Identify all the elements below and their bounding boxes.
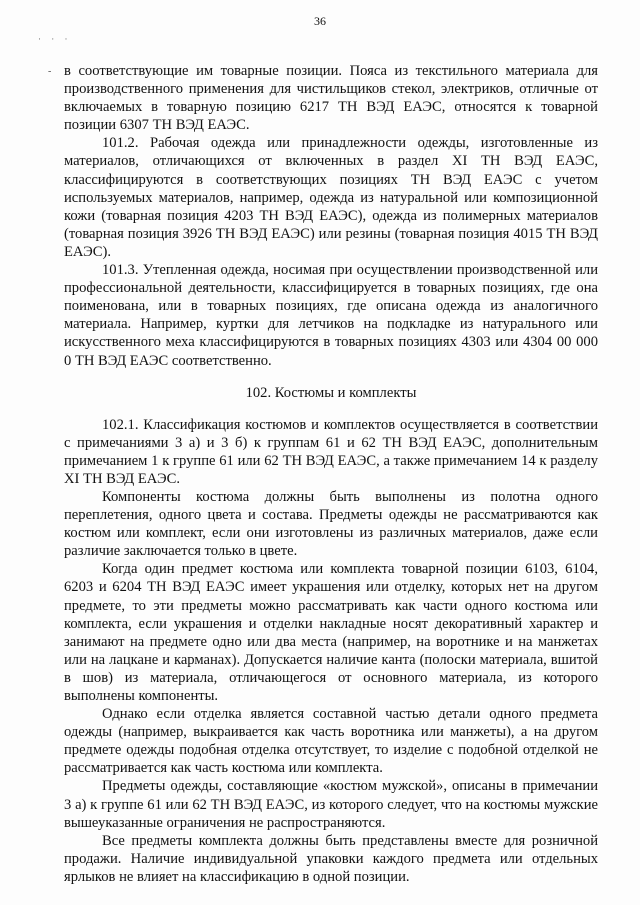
page-number: 36 (314, 14, 326, 28)
paragraph-decorations: Когда один предмет костюма или комплекта товарной позиции 6103, 6104, 6203 и 6204 ТН ВЭД ЕАЭС имеет украшения или отделку, которых нет на другом предмете, то эти предметы можно рассматривать как части одного костюма или комплекта, если украшения и отделки накладные носят декоративный характер и занимают на предмете одно или два места (например, на воротнике и на манжетах или на лацкане и карманах). Допускается наличие канта (полоски материала, вшитой в шов) из материала, отличающегося от основного материала, из которого выполнены компоненты. (64, 561, 598, 704)
paragraph-retail-sale: Все предметы комплекта должны быть представлены вместе для розничной продажи. Наличие индивидуальной упаковки каждого предмета или отдельных ярлыков не влияет на классификацию в одной позиции. (64, 832, 598, 885)
section-heading: 102. Костюмы и комплекты (245, 384, 417, 401)
paragraph-101-3: 101.3. Утепленная одежда, носимая при осуществлении производственной или профессиональной деятельности, классифицируется в товарных позициях, где она поименована, или в товарных позициях, где описана одежда из аналогичного материала. Например, куртки для летчиков на подкладке из натурального или искусственного меха классифицируются в товарных позициях 4303 или 4304 00 000 0 ТН ВЭД ЕАЭС соответственно. (64, 262, 598, 369)
paragraph-101-2: 101.2. Рабочая одежда или принадлежности одежды, изготовленные из материалов, отличающихся от включенных в раздел XI ТН ВЭД ЕАЭС, классифицируются в соответствующих позициях ТН ВЭД ЕАЭС с учетом используемых материалов, например, одежда из натуральной или композиционной кожи (товарная позиция 4203 ТН ВЭД ЕАЭС), одежда из полимерных материалов (товарная позиция 3926 ТН ВЭД ЕАЭС) или резины (товарная позиция 4015 ТН ВЭД ЕАЭС). (64, 135, 598, 260)
paragraph-components: Компоненты костюма должны быть выполнены из полотна одного переплетения, одного цвета и состава. Предметы одежды не рассматриваются как костюм или комплект, если они изготовлены из различных материалов, даже если различие заключается только в цвете. (64, 488, 598, 560)
margin-mark: - (48, 66, 52, 77)
paragraph-102-1: 102.1. Классификация костюмов и комплектов осуществляется в соответствии с примечаниями 3 а) и 3 б) к группам 61 и 62 ТН ВЭД ЕАЭС, дополнительным примечанием 1 к группе 61 или 62 ТН ВЭД ЕАЭС, а также примечанием 14 к разделу XI ТН ВЭД ЕАЭС. (64, 416, 598, 487)
paragraph-continuation: в соответствующие им товарные позиции. Пояса из текстильного материала для производственного применения для чистильщиков стекол, электриков, отличные от включаемых в товарную позицию 6217 ТН ВЭД ЕАЭС, относятся к товарной позиции 6307 ТН ВЭД ЕАЭС. (64, 63, 598, 134)
document-body (64, 62, 598, 886)
paragraph-trim: Однако если отделка является составной частью детали одного предмета одежды (например, выкраивается как часть воротника или манжеты), а на другом предмете одежды подобная отделка отсутствует, то изделие с подобной отделкой не рассматривается как часть костюма или комплекта. (64, 706, 598, 777)
paragraph-mens-suit: Предметы одежды, составляющие «костюм мужской», описаны в примечании 3 а) к группе 61 или 62 ТН ВЭД ЕАЭС, из которого следует, что на костюмы мужские вышеуказанные ограничения не распространяются. (64, 778, 598, 831)
scan-marks: · · · (38, 34, 72, 44)
